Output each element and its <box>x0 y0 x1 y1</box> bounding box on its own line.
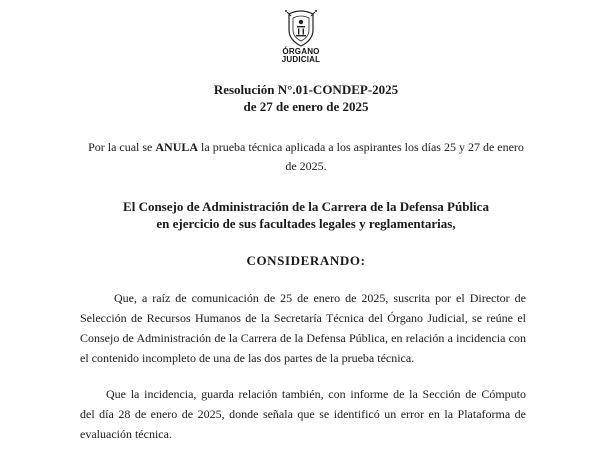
paragraph-line: Selección de Recursos Humanos de la Secretaría Técnica del Órgano Judicial, se reúne el <box>80 311 526 325</box>
logo-text-judicial: JUDICIAL <box>281 55 321 64</box>
summary-post: la prueba técnica aplicada a los aspirantes los días 25 y 27 de enero <box>198 140 524 154</box>
issuer-line-1: El Consejo de Administración de la Carrera de la Defensa Pública <box>123 199 489 214</box>
paragraph-line: del día 28 de enero de 2025, donde señala que se identificó un error en la Plataforma de <box>80 407 526 421</box>
paragraph-1 <box>80 288 526 368</box>
summary-line-2: de 2025. <box>285 159 327 173</box>
summary-pre: Por la cual se <box>88 140 156 154</box>
logo-text-organo: ÓRGANO <box>282 47 320 56</box>
resolution-date: de 27 de enero de 2025 <box>243 99 369 114</box>
summary-line-1 <box>0 140 612 155</box>
paragraph-2 <box>80 384 526 444</box>
paragraph-line: evaluación técnica. <box>80 427 172 441</box>
organo-judicial-seal-icon <box>283 8 319 48</box>
summary-anula: ANULA <box>155 140 199 154</box>
paragraph-line: el contenido incompleto de una de las dos partes de la prueba técnica. <box>80 351 415 365</box>
issuer-line-2: en ejercicio de sus facultades legales y reglamentarias, <box>156 216 456 231</box>
paragraph-line: Consejo de Administración de la Carrera de la Defensa Pública, en relación a incidencia con <box>80 331 526 345</box>
paragraph-line: Que, a raíz de comunicación de 25 de enero de 2025, suscrita por el Director de <box>114 291 526 305</box>
considerando-heading: CONSIDERANDO: <box>246 253 366 268</box>
resolution-number: Resolución N°.01-CONDEP-2025 <box>213 82 399 97</box>
organo-judicial-logo <box>276 8 326 72</box>
paragraph-line: Que la incidencia, guarda relación también, con informe de la Sección de Cómputo <box>106 387 526 401</box>
